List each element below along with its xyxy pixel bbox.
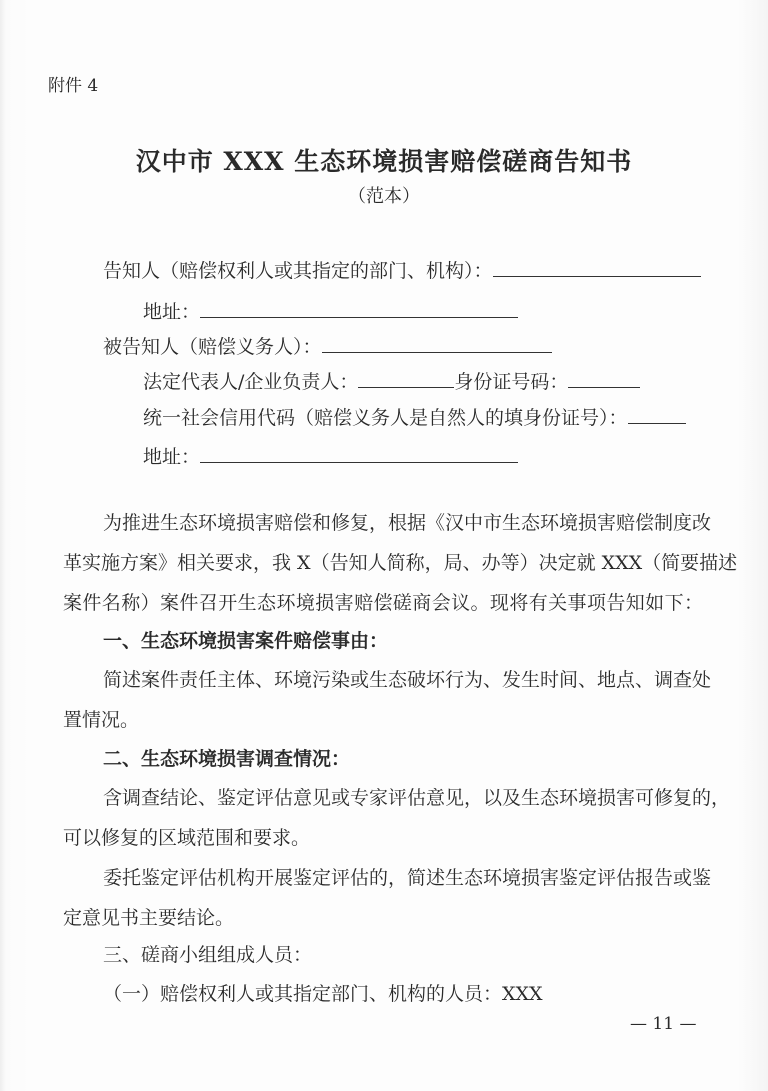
credit-code-field xyxy=(143,405,686,430)
notified-address-blank[interactable] xyxy=(200,444,518,463)
section3-heading: 三、磋商小组组成人员： xyxy=(103,944,313,966)
notified-field xyxy=(103,334,552,359)
document-title: 汉中市 XXX 生态环境损害赔偿磋商告知书 xyxy=(135,147,633,176)
legal-rep-field xyxy=(143,369,640,394)
id-number-label: 身份证号码： xyxy=(454,371,569,393)
notified-label: 被告知人（赔偿义务人）： xyxy=(103,336,322,358)
section1-line-1: 简述案件责任主体、环境污染或生态破坏行为、发生时间、地点、调查处 xyxy=(103,669,712,691)
notified-address-label: 地址： xyxy=(143,446,201,468)
credit-code-blank[interactable] xyxy=(628,405,686,424)
notifier-label: 告知人（赔偿权利人或其指定的部门、机构）： xyxy=(103,260,493,282)
notified-address-field xyxy=(143,444,518,469)
intro-line-3: 案件名称）案件召开生态环境损害赔偿磋商会议。现将有关事项告知如下： xyxy=(63,592,703,614)
notifier-address-field xyxy=(143,299,518,324)
section3-item-1: （一）赔偿权利人或其指定部门、机构的人员：XXX xyxy=(103,983,543,1005)
notifier-address-label: 地址： xyxy=(143,301,201,323)
section2-p1-line-2: 可以修复的区域范围和要求。 xyxy=(63,827,311,849)
intro-line-2: 革实施方案》相关要求，我 X（告知人简称，局、办等）决定就 XXX（简要描述 xyxy=(63,552,738,574)
notified-blank[interactable] xyxy=(322,334,552,353)
section2-p1-line-1: 含调查结论、鉴定评估意见或专家评估意见，以及生态环境损害可修复的， xyxy=(103,787,731,809)
credit-code-label: 统一社会信用代码（赔偿义务人是自然人的填身份证号）： xyxy=(143,407,628,429)
page-number: — 11 — xyxy=(630,1014,697,1034)
intro-line-1: 为推进生态环境损害赔偿和修复，根据《汉中市生态环境损害赔偿制度改 xyxy=(103,512,712,534)
section2-heading: 二、生态环境损害调查情况： xyxy=(103,748,351,770)
section1-line-2: 置情况。 xyxy=(63,709,140,731)
attachment-label: 附件 4 xyxy=(48,76,99,96)
legal-rep-label: 法定代表人/企业负责人： xyxy=(143,371,359,393)
section2-p2-line-1: 委托鉴定评估机构开展鉴定评估的，简述生态环境损害鉴定评估报告或鉴 xyxy=(103,867,712,889)
document-subtitle: （范本） xyxy=(348,186,420,207)
id-number-blank[interactable] xyxy=(568,369,640,388)
legal-rep-blank[interactable] xyxy=(358,369,454,388)
notifier-address-blank[interactable] xyxy=(200,299,518,318)
notifier-field xyxy=(103,258,701,283)
section2-p2-line-2: 定意见书主要结论。 xyxy=(63,907,235,929)
notifier-blank[interactable] xyxy=(493,258,701,277)
section1-heading: 一、生态环境损害案件赔偿事由： xyxy=(103,630,389,652)
